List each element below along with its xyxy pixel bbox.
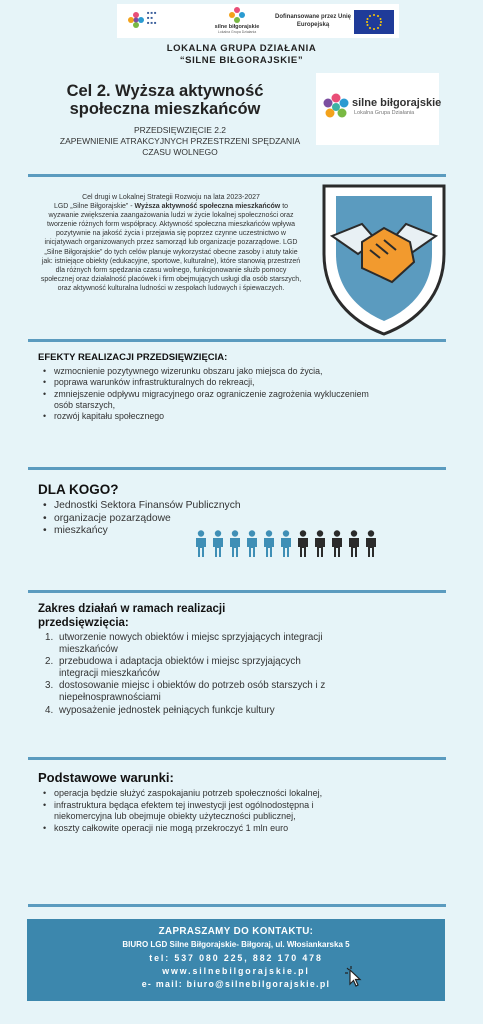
person-icon: [296, 530, 310, 558]
list-item: • wzmocnienie pozytywnego wizerunku obszaru jako miejsca do życia,: [42, 366, 372, 377]
lgd-flower-icon: [229, 7, 245, 23]
goal-title-line2: społeczna mieszkańców: [69, 100, 261, 118]
list-item: • zmniejszenie odpływu migracyjnego oraz ograniczenie zagrożenia wykluczeniem osób starszych,: [42, 389, 372, 412]
contact-box: [27, 919, 445, 1001]
divider: [28, 590, 446, 593]
cursor-click-icon: [344, 966, 364, 988]
scope-heading: [38, 602, 225, 630]
list-item: • mieszkańcy: [42, 525, 302, 538]
goal-title: [60, 82, 270, 118]
list-text: przebudowa i adaptacja obiektów i miejsc sprzyjających integracji mieszkańców: [59, 656, 301, 680]
list-item: • koszty całkowite operacji nie mogą przekroczyć 1 mln euro: [42, 823, 332, 835]
person-icon: [279, 530, 293, 558]
contact-website-link[interactable]: www.silnebilgorajskie.pl: [162, 966, 310, 976]
divider: [28, 757, 446, 760]
lgd-logo-sub: Lokalna Grupa Działania: [354, 110, 415, 116]
list-item: • operacja będzie służyć zaspokajaniu potrzeb społeczności lokalnej,: [42, 788, 332, 800]
list-number: 2.: [45, 656, 54, 668]
people-icons: [194, 530, 378, 558]
list-number: 4.: [45, 704, 54, 716]
person-icon: [194, 530, 208, 558]
logo-bar: [117, 4, 399, 38]
audience-heading: DLA KOGO?: [38, 482, 119, 497]
desc-text-c: to wyzwanie zwiększenia zaangażowania ludzi w życie lokalnej społeczności oraz tworzenie różnych form współpracy. Aktywność społeczna mieszkańców wpływa pozytywnie na jakość życia i przejawia się poprzez czynne uczestnictwo w inicjatywach organizowanych przez samorząd lub organizacje pozarządowe. LGD „Silne Biłgorajskie” do tych celów planuje wykorzystać obecne zasoby i atuty takie jak: istniejące obiekty (edukacyjne, sportowe, kulturalne), które stanowią przestrzeń dla różnych form spędzania czasu wolnego, funkcjonowanie służb pomocy społecznej oraz działalność placówek i firm obejmujących usługi dla osób starszych, oraz aktywność kulturalna ludności w zespołach ludowych i śpiewaczych.: [40, 203, 302, 292]
lgd-flower-small-icon: [127, 11, 145, 29]
project-label: PRZEDSIĘWZIĘCIE 2.2: [133, 125, 227, 135]
contact-phone[interactable]: tel: 537 080 225, 882 170 478: [149, 953, 323, 963]
list-item: • infrastruktura będąca efektem tej inwestycji jest ogólnodostępna i niekomercyjna lub obejmuje obiekty użyteczności publicznej,: [42, 800, 332, 823]
list-item: • organizacje pozarządowe: [42, 513, 302, 526]
lgd-logo-small-name: silne biłgorajskie: [214, 24, 260, 30]
lgd-flower-icon: [322, 93, 350, 121]
list-item: [45, 680, 335, 704]
eu-funding-text: Dofinansowane przez Unię Europejską: [275, 14, 352, 28]
list-number: 3.: [45, 680, 54, 692]
handshake-shield-icon: [318, 184, 450, 336]
person-icon: [211, 530, 225, 558]
list-item: [45, 656, 335, 680]
goal-description: [40, 193, 302, 293]
person-icon: [313, 530, 327, 558]
lgd-logo: [316, 73, 442, 145]
person-icon: [364, 530, 378, 558]
lgd-logo-small: [202, 7, 272, 34]
divider: [28, 174, 446, 177]
lgd-logo-name: silne biłgorajskie: [352, 97, 442, 109]
person-icon: [330, 530, 344, 558]
desc-text-a: LGD „Silne Biłgorajskie” -: [53, 203, 135, 211]
divider: [28, 467, 446, 470]
list-text: dostosowanie miejsc i obiektów do potrzeb osób starszych i z niepełnosprawnościami: [59, 680, 326, 704]
list-text: wyposażenie jednostek pełniących funkcje kultury: [59, 704, 275, 716]
effects-heading: EFEKTY REALIZACJI PRZEDSIĘWZIĘCIA:: [38, 352, 228, 363]
person-icon: [347, 530, 361, 558]
divider: [28, 904, 446, 907]
desc-line1: Cel drugi w Lokalnej Strategii Rozwoju na lata 2023-2027: [82, 194, 260, 201]
org-title-line2: “SILNE BIŁGORAJSKIE”: [179, 55, 304, 66]
person-icon: [245, 530, 259, 558]
list-text: utworzenie nowych obiektów i miejsc sprzyjających integracji mieszkańców: [59, 632, 323, 656]
project-name-line1: ZAPEWNIENIE ATRAKCYJNYCH PRZESTRZENI SPĘDZANIA: [59, 136, 301, 146]
scope-heading-line1: Zakres działań w ramach realizacji: [38, 603, 226, 615]
scope-heading-line2: przedsięwzięcia:: [38, 617, 129, 629]
conditions-heading: Podstawowe warunki:: [38, 770, 174, 785]
scope-list: [45, 632, 335, 717]
project-name-line2: CZASU WOLNEGO: [142, 147, 218, 157]
goal-title-line1: Cel 2. Wyższa aktywność: [66, 82, 264, 100]
person-icon: [228, 530, 242, 558]
list-item: • Jednostki Sektora Finansów Publicznych: [42, 500, 302, 513]
org-title-line1: LOKALNA GRUPA DZIAŁANIA: [166, 43, 317, 54]
list-number: 1.: [45, 632, 54, 643]
desc-text-bold: Wyższa aktywność społeczna mieszkańców: [134, 203, 281, 211]
effects-list: [42, 366, 372, 422]
project-info: [30, 125, 330, 158]
org-title: [0, 43, 483, 67]
divider: [28, 339, 446, 342]
contact-office: BIURO LGD Silne Biłgorajskie- Biłgoraj, ul. Włosiankarska 5: [122, 940, 350, 949]
eu-flag-icon: [354, 10, 394, 34]
conditions-list: [42, 788, 332, 834]
person-icon: [262, 530, 276, 558]
list-item: [45, 705, 335, 717]
list-item: • poprawa warunków infrastrukturalnych do rekreacji,: [42, 377, 372, 388]
program-logo-text: ■ ■ ■ ■ ■ ■ ■ ■: [147, 10, 157, 25]
contact-title: ZAPRASZAMY DO KONTAKTU:: [158, 926, 314, 937]
contact-email-link[interactable]: e- mail: biuro@silnebilgorajskie.pl: [141, 979, 331, 989]
lgd-logo-small-sub: Lokalna Grupa Działania: [217, 30, 257, 34]
list-item: [45, 632, 335, 656]
list-item: • rozwój kapitału społecznego: [42, 411, 372, 422]
